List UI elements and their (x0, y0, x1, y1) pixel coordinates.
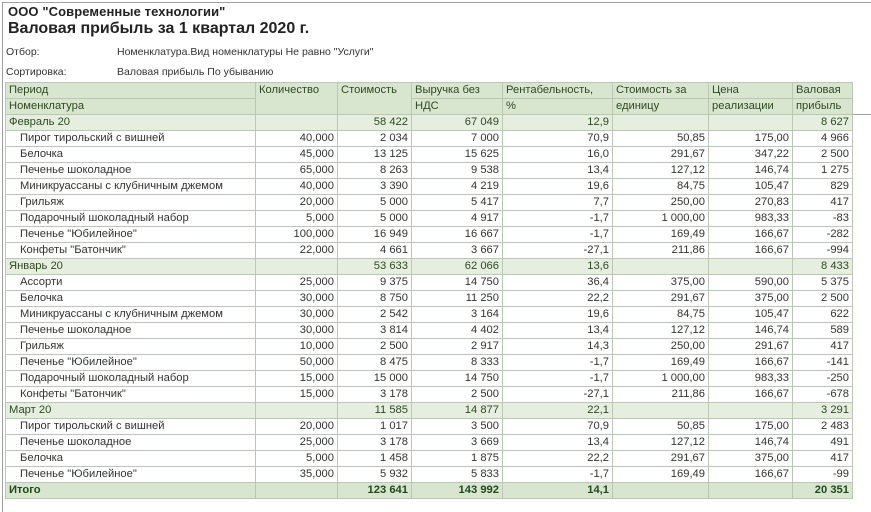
table-row[interactable] (6, 243, 853, 259)
item-unit-cost: 127,12 (613, 435, 709, 451)
item-cost: 8 263 (338, 163, 412, 179)
table-row[interactable] (6, 467, 853, 483)
item-gross: -678 (793, 387, 853, 403)
item-profitability: 36,4 (503, 275, 613, 291)
item-qty: 25,000 (256, 435, 338, 451)
item-price: 983,33 (709, 371, 793, 387)
total-unit-cost (613, 483, 709, 499)
item-revenue: 5 833 (412, 467, 503, 483)
item-revenue: 14 750 (412, 275, 503, 291)
group-price (709, 403, 793, 419)
item-name[interactable]: Грильяж (6, 195, 256, 211)
filter-value: Номенклатура.Вид номенклатуры Не равно "Услуги" (117, 46, 374, 58)
item-cost: 3 390 (338, 179, 412, 195)
group-unit-cost (613, 403, 709, 419)
item-qty: 40,000 (256, 179, 338, 195)
item-name[interactable]: Печенье шоколадное (6, 163, 256, 179)
item-qty: 45,000 (256, 147, 338, 163)
item-gross: 5 375 (793, 275, 853, 291)
item-qty: 5,000 (256, 211, 338, 227)
item-qty: 30,000 (256, 291, 338, 307)
total-cost: 123 641 (338, 483, 412, 499)
item-price: 105,47 (709, 179, 793, 195)
header-profitability-1[interactable]: Рентабельность, (503, 83, 613, 99)
header-unit-cost-2: единицу (613, 99, 709, 115)
item-qty: 30,000 (256, 323, 338, 339)
item-cost: 5 000 (338, 211, 412, 227)
table-row[interactable] (6, 163, 853, 179)
header-cost[interactable]: Стоимость (338, 83, 412, 115)
item-revenue: 3 164 (412, 307, 503, 323)
item-profitability: -1,7 (503, 467, 613, 483)
total-qty (256, 483, 338, 499)
item-revenue: 5 417 (412, 195, 503, 211)
item-price: 175,00 (709, 131, 793, 147)
organization-name: ООО "Современные технологии" (8, 4, 226, 19)
item-profitability: 16,0 (503, 147, 613, 163)
item-qty: 20,000 (256, 419, 338, 435)
item-gross: 2 483 (793, 419, 853, 435)
item-price: 375,00 (709, 291, 793, 307)
table-row[interactable] (6, 419, 853, 435)
item-cost: 1 458 (338, 451, 412, 467)
item-name[interactable]: Белочка (6, 451, 256, 467)
item-profitability: -1,7 (503, 211, 613, 227)
item-profitability: 13,4 (503, 435, 613, 451)
table-row[interactable] (6, 307, 853, 323)
item-qty: 15,000 (256, 371, 338, 387)
item-revenue: 3 500 (412, 419, 503, 435)
item-profitability: -1,7 (503, 371, 613, 387)
item-unit-cost: 291,67 (613, 147, 709, 163)
item-name[interactable]: Пирог тирольский с вишней (6, 419, 256, 435)
item-name[interactable]: Пирог тирольский с вишней (6, 131, 256, 147)
group-period[interactable]: Февраль 20 (6, 115, 256, 131)
item-revenue: 15 625 (412, 147, 503, 163)
item-gross: 4 966 (793, 131, 853, 147)
item-profitability: 70,9 (503, 131, 613, 147)
item-qty: 100,000 (256, 227, 338, 243)
item-unit-cost: 127,12 (613, 163, 709, 179)
item-qty: 25,000 (256, 275, 338, 291)
item-revenue: 2 917 (412, 339, 503, 355)
group-row[interactable] (6, 259, 853, 275)
item-name[interactable]: Миникруассаны с клубничным джемом (6, 307, 256, 323)
item-unit-cost: 250,00 (613, 339, 709, 355)
item-qty: 35,000 (256, 467, 338, 483)
item-unit-cost: 169,49 (613, 227, 709, 243)
group-profitability: 12,9 (503, 115, 613, 131)
item-qty: 10,000 (256, 339, 338, 355)
item-profitability: 7,7 (503, 195, 613, 211)
table-row[interactable] (6, 147, 853, 163)
item-profitability: -27,1 (503, 387, 613, 403)
header-period[interactable]: Период (6, 83, 256, 99)
table-row[interactable] (6, 131, 853, 147)
item-cost: 13 125 (338, 147, 412, 163)
item-cost: 2 034 (338, 131, 412, 147)
item-cost: 5 000 (338, 195, 412, 211)
item-qty: 5,000 (256, 451, 338, 467)
item-gross: 2 500 (793, 147, 853, 163)
item-price: 983,33 (709, 211, 793, 227)
item-unit-cost: 169,49 (613, 467, 709, 483)
item-unit-cost: 169,49 (613, 355, 709, 371)
item-cost: 3 814 (338, 323, 412, 339)
frame-top-border (2, 2, 871, 3)
item-revenue: 3 669 (412, 435, 503, 451)
report-title: Валовая прибыль за 1 квартал 2020 г. (8, 20, 310, 37)
item-qty: 65,000 (256, 163, 338, 179)
group-price (709, 115, 793, 131)
table-row[interactable] (6, 371, 853, 387)
item-price: 166,67 (709, 227, 793, 243)
item-cost: 16 949 (338, 227, 412, 243)
group-row[interactable] (6, 115, 853, 131)
item-price: 146,74 (709, 323, 793, 339)
item-cost: 8 475 (338, 355, 412, 371)
item-name[interactable]: Печенье шоколадное (6, 323, 256, 339)
item-profitability: -1,7 (503, 355, 613, 371)
item-profitability: 70,9 (503, 419, 613, 435)
item-price: 590,00 (709, 275, 793, 291)
table-row[interactable] (6, 179, 853, 195)
item-price: 166,67 (709, 387, 793, 403)
group-profitability: 22,1 (503, 403, 613, 419)
sort-value: Валовая прибыль По убыванию (117, 66, 274, 78)
table-row[interactable] (6, 275, 853, 291)
total-profitability: 14,1 (503, 483, 613, 499)
item-gross: 829 (793, 179, 853, 195)
item-profitability: 14,3 (503, 339, 613, 355)
item-revenue: 11 250 (412, 291, 503, 307)
item-gross: 622 (793, 307, 853, 323)
group-gross: 8 627 (793, 115, 853, 131)
item-unit-cost: 250,00 (613, 195, 709, 211)
item-price: 166,67 (709, 243, 793, 259)
header-price-2: реализации (709, 99, 793, 115)
item-cost: 5 932 (338, 467, 412, 483)
item-revenue: 8 333 (412, 355, 503, 371)
item-revenue: 16 667 (412, 227, 503, 243)
item-name[interactable]: Белочка (6, 291, 256, 307)
header-gross-2: прибыль (793, 99, 853, 115)
item-price: 291,67 (709, 339, 793, 355)
frame-right-tick (852, 114, 871, 115)
table-row[interactable] (6, 339, 853, 355)
item-gross: -994 (793, 243, 853, 259)
group-cost: 53 633 (338, 259, 412, 275)
item-name[interactable]: Грильяж (6, 339, 256, 355)
table-row[interactable] (6, 291, 853, 307)
group-qty (256, 403, 338, 419)
group-row[interactable] (6, 403, 853, 419)
item-name[interactable]: Конфеты "Батончик" (6, 387, 256, 403)
item-profitability: 13,4 (503, 163, 613, 179)
item-price: 175,00 (709, 419, 793, 435)
table-row[interactable] (6, 451, 853, 467)
table-row[interactable] (6, 195, 853, 211)
item-gross: 417 (793, 195, 853, 211)
item-unit-cost: 291,67 (613, 451, 709, 467)
group-period[interactable]: Март 20 (6, 403, 256, 419)
item-name[interactable]: Подарочный шоколадный набор (6, 211, 256, 227)
item-revenue: 1 875 (412, 451, 503, 467)
header-gross-1[interactable]: Валовая (793, 83, 853, 99)
item-qty: 15,000 (256, 387, 338, 403)
item-name[interactable]: Миникруассаны с клубничным джемом (6, 179, 256, 195)
item-revenue: 3 667 (412, 243, 503, 259)
item-qty: 40,000 (256, 131, 338, 147)
item-revenue: 7 000 (412, 131, 503, 147)
total-gross: 20 351 (793, 483, 853, 499)
header-unit-cost-1[interactable]: Стоимость за (613, 83, 709, 99)
item-name[interactable]: Конфеты "Батончик" (6, 243, 256, 259)
table-row[interactable] (6, 435, 853, 451)
item-profitability: 19,6 (503, 179, 613, 195)
header-row-2 (6, 99, 853, 115)
item-profitability: -27,1 (503, 243, 613, 259)
item-revenue: 14 750 (412, 371, 503, 387)
item-qty: 30,000 (256, 307, 338, 323)
item-name[interactable]: Белочка (6, 147, 256, 163)
item-gross: -250 (793, 371, 853, 387)
item-unit-cost: 84,75 (613, 307, 709, 323)
item-price: 166,67 (709, 355, 793, 371)
table-row[interactable] (6, 387, 853, 403)
group-unit-cost (613, 115, 709, 131)
header-row-1 (6, 83, 853, 99)
item-name[interactable]: Печенье шоколадное (6, 435, 256, 451)
group-price (709, 259, 793, 275)
group-gross: 3 291 (793, 403, 853, 419)
item-cost: 1 017 (338, 419, 412, 435)
item-cost: 9 375 (338, 275, 412, 291)
item-qty: 20,000 (256, 195, 338, 211)
item-cost: 8 750 (338, 291, 412, 307)
item-unit-cost: 84,75 (613, 179, 709, 195)
item-name[interactable]: Печенье "Юбилейное" (6, 355, 256, 371)
table-row[interactable] (6, 227, 853, 243)
group-qty (256, 115, 338, 131)
item-unit-cost: 50,85 (613, 419, 709, 435)
item-gross: 417 (793, 339, 853, 355)
total-label: Итого (6, 483, 256, 499)
group-profitability: 13,6 (503, 259, 613, 275)
item-revenue: 4 219 (412, 179, 503, 195)
item-profitability: -1,7 (503, 227, 613, 243)
table-row[interactable] (6, 323, 853, 339)
filter-label: Отбор: (6, 46, 40, 58)
gross-profit-table (5, 82, 853, 499)
group-revenue: 14 877 (412, 403, 503, 419)
header-revenue-1[interactable]: Выручка без (412, 83, 503, 99)
group-revenue: 62 066 (412, 259, 503, 275)
item-unit-cost: 211,86 (613, 243, 709, 259)
item-qty: 50,000 (256, 355, 338, 371)
item-revenue: 9 538 (412, 163, 503, 179)
item-revenue: 2 500 (412, 387, 503, 403)
group-gross: 8 433 (793, 259, 853, 275)
total-revenue: 143 992 (412, 483, 503, 499)
item-name[interactable]: Ассорти (6, 275, 256, 291)
item-gross: 589 (793, 323, 853, 339)
item-gross: 2 500 (793, 291, 853, 307)
item-profitability: 22,2 (503, 291, 613, 307)
item-unit-cost: 50,85 (613, 131, 709, 147)
item-gross: -99 (793, 467, 853, 483)
item-unit-cost: 127,12 (613, 323, 709, 339)
table-row[interactable] (6, 355, 853, 371)
item-cost: 4 661 (338, 243, 412, 259)
item-gross: -83 (793, 211, 853, 227)
group-unit-cost (613, 259, 709, 275)
item-cost: 2 542 (338, 307, 412, 323)
group-qty (256, 259, 338, 275)
item-profitability: 22,2 (503, 451, 613, 467)
total-row (6, 483, 853, 499)
item-unit-cost: 291,67 (613, 291, 709, 307)
group-cost: 11 585 (338, 403, 412, 419)
item-profitability: 19,6 (503, 307, 613, 323)
group-revenue: 67 049 (412, 115, 503, 131)
item-price: 105,47 (709, 307, 793, 323)
item-gross: -282 (793, 227, 853, 243)
item-unit-cost: 375,00 (613, 275, 709, 291)
table-row[interactable] (6, 211, 853, 227)
header-profitability-2: % (503, 99, 613, 115)
item-revenue: 4 402 (412, 323, 503, 339)
item-price: 146,74 (709, 435, 793, 451)
item-price: 270,83 (709, 195, 793, 211)
item-name[interactable]: Подарочный шоколадный набор (6, 371, 256, 387)
group-cost: 58 422 (338, 115, 412, 131)
item-gross: 1 275 (793, 163, 853, 179)
frame-left-border (2, 2, 3, 512)
item-cost: 3 178 (338, 435, 412, 451)
header-price-1[interactable]: Цена (709, 83, 793, 99)
sort-label: Сортировка: (6, 66, 67, 78)
item-unit-cost: 1 000,00 (613, 211, 709, 227)
item-gross: 491 (793, 435, 853, 451)
item-unit-cost: 211,86 (613, 387, 709, 403)
group-period[interactable]: Январь 20 (6, 259, 256, 275)
item-price: 146,74 (709, 163, 793, 179)
item-profitability: 13,4 (503, 323, 613, 339)
item-cost: 2 500 (338, 339, 412, 355)
total-price (709, 483, 793, 499)
item-revenue: 4 917 (412, 211, 503, 227)
item-gross: 417 (793, 451, 853, 467)
header-qty[interactable]: Количество (256, 83, 338, 115)
item-cost: 3 178 (338, 387, 412, 403)
item-price: 347,22 (709, 147, 793, 163)
item-name[interactable]: Печенье "Юбилейное" (6, 467, 256, 483)
item-name[interactable]: Печенье "Юбилейное" (6, 227, 256, 243)
item-gross: -141 (793, 355, 853, 371)
item-price: 166,67 (709, 467, 793, 483)
item-unit-cost: 1 000,00 (613, 371, 709, 387)
item-price: 375,00 (709, 451, 793, 467)
item-qty: 22,000 (256, 243, 338, 259)
header-nomenclature[interactable]: Номенклатура (6, 99, 256, 115)
header-revenue-2: НДС (412, 99, 503, 115)
item-cost: 15 000 (338, 371, 412, 387)
